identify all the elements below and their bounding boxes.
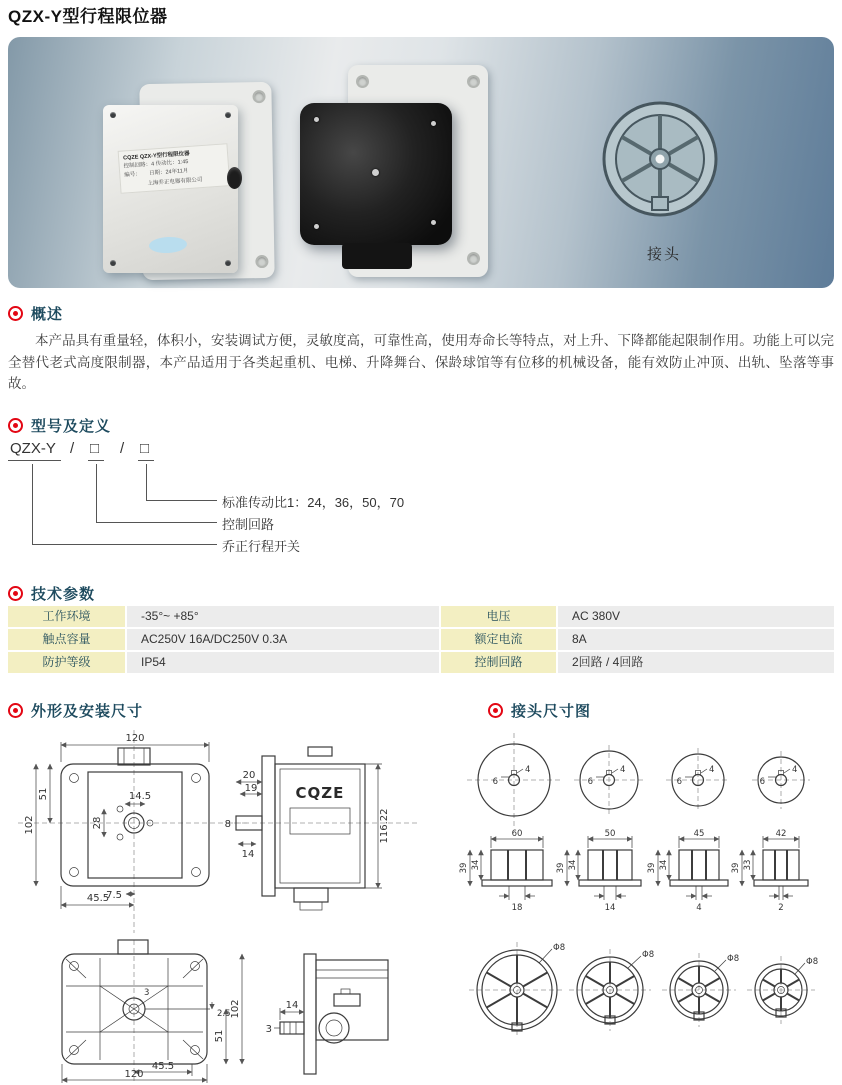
dim-label: 4 [696, 903, 702, 913]
dim-label: 14.5 [128, 791, 152, 802]
dim-label: 34 [568, 859, 578, 871]
cable-grommet [227, 167, 242, 189]
param-label: 触点容量 [8, 629, 125, 650]
dim-label: Φ8 [727, 954, 740, 964]
model-code-diagram [8, 440, 528, 570]
dim-label: 42 [775, 829, 787, 839]
dim-label: 14 [604, 903, 616, 913]
param-value: 8A [558, 629, 834, 650]
dim-label: 20 [242, 770, 256, 781]
param-value: IP54 [127, 652, 439, 673]
nameplate-specs: 控制回路：4 传动比：1:45 [123, 159, 189, 170]
dim-label: 45 [693, 829, 705, 839]
dim-label: 4 [792, 765, 798, 775]
back-view-drawing [62, 940, 242, 1083]
dim-label: 6 [587, 777, 593, 787]
product-photo-motor-unit [300, 65, 495, 285]
dim-label: 34 [471, 859, 481, 871]
dim-label: 14 [241, 849, 255, 860]
dim-label: Φ8 [553, 943, 566, 953]
front-view-drawing [18, 730, 250, 933]
nameplate-serial: 编号： 日期：24年11月 [124, 167, 189, 178]
dim-label: 116.22 [379, 808, 390, 844]
separator: / [70, 440, 75, 457]
dim-label: 3 [265, 1024, 272, 1035]
dim-label: 39 [731, 862, 741, 874]
param-label: 额定电流 [441, 629, 556, 650]
dim-label: 51 [214, 1029, 225, 1043]
section-heading-model [8, 415, 111, 436]
param-label: 电压 [441, 606, 556, 627]
dim-label: 7.5 [106, 890, 122, 901]
brand-logo-text: CQZE [295, 784, 345, 802]
section-title: 技术参数 [31, 586, 96, 603]
model-box-1: □ [88, 440, 104, 461]
dim-label: 102 [24, 815, 35, 835]
motor-cap [342, 243, 412, 269]
outline-dimension-drawings [4, 728, 460, 1085]
dim-label: 45.5 [86, 893, 110, 904]
dim-label: 2.5 [217, 1009, 231, 1019]
model-label-switch: 乔正行程开关 [222, 539, 301, 554]
param-value: -35°~ +85° [127, 606, 439, 627]
dim-label: 34 [659, 859, 669, 871]
dim-label: 6 [759, 777, 765, 787]
page-title: QZX-Y型行程限位器 [8, 7, 168, 26]
section-bullet-icon [8, 703, 23, 718]
dim-label: 14 [285, 1000, 299, 1011]
dim-label: 4 [525, 765, 531, 775]
motor-body [300, 103, 452, 245]
section-bullet-icon [8, 586, 23, 601]
section-bullet-icon [8, 418, 23, 433]
pulley-side-view-drawings [459, 829, 808, 913]
dim-label: 19 [244, 783, 258, 794]
separator: / [120, 440, 125, 457]
section-heading-overview [8, 303, 63, 324]
product-photo-limit-switch [103, 75, 288, 285]
dim-label: 45.5 [151, 1061, 175, 1072]
side-view2-drawing [266, 954, 388, 1074]
dim-label: 102 [230, 999, 241, 1019]
dim-label: 39 [459, 862, 469, 874]
model-box-2: □ [138, 440, 154, 461]
connector-dimension-drawings [459, 728, 842, 1085]
model-code: QZX-Y [8, 440, 61, 461]
section-heading-tech [8, 583, 95, 604]
dim-label: 120 [125, 733, 145, 744]
dim-label: 6 [492, 777, 498, 787]
dim-label: 39 [556, 862, 566, 874]
param-label: 防护等级 [8, 652, 125, 673]
connector-face-drawings [467, 733, 810, 827]
dim-label: 33 [743, 859, 753, 871]
section-title: 型号及定义 [31, 418, 112, 435]
callout-line [32, 464, 217, 545]
dim-label: 4 [709, 765, 715, 775]
dim-label: 60 [511, 829, 523, 839]
dim-label: 4 [620, 765, 626, 775]
dim-label: 18 [511, 903, 523, 913]
connector-caption: 接头 [646, 246, 681, 263]
side-view-drawing [225, 747, 419, 910]
dim-label: 120 [124, 1069, 144, 1080]
overview-paragraph: 本产品具有重量轻，体积小，安装调试方便，灵敏度高，可靠性高，使用寿命长等特点，对上升、下降都能起限制作用。功能上可以完全替代老式高度限制器，本产品适用于各类起重机、电梯、升降舞台、保龄球馆等有位移的机械设备，能有效防止冲顶、出轨、坠落等事故。 [8, 333, 834, 392]
section-heading-connector [488, 700, 591, 721]
param-value: AC 380V [558, 606, 834, 627]
dim-label: 8 [224, 819, 231, 830]
dim-label: Φ8 [642, 950, 655, 960]
switch-enclosure [103, 105, 238, 273]
param-label: 控制回路 [441, 652, 556, 673]
product-nameplate [118, 143, 231, 194]
spoked-wheel-drawings [469, 942, 818, 1038]
model-label-circuit: 控制回路 [222, 517, 275, 532]
dim-label: 51 [38, 787, 49, 801]
dim-label: 28 [92, 816, 103, 830]
dim-label: 3 [144, 988, 150, 998]
param-label: 工作环境 [8, 606, 125, 627]
nameplate-company: 上海乔正电器有限公司 [147, 176, 203, 187]
nameplate-title: CQZE QZX-Y型行程限位器 [122, 150, 190, 162]
section-title: 概述 [31, 306, 64, 323]
tech-params-table [8, 606, 834, 673]
connector-wheel-photo [598, 97, 722, 221]
section-bullet-icon [8, 306, 23, 321]
dim-label: Φ8 [806, 957, 819, 967]
param-value: AC250V 16A/DC250V 0.3A [127, 629, 439, 650]
section-title: 外形及安装尺寸 [31, 703, 144, 720]
section-title: 接头尺寸图 [511, 703, 592, 720]
param-value: 2回路 / 4回路 [558, 652, 834, 673]
blue-sticker [149, 236, 188, 254]
dim-label: 6 [676, 777, 682, 787]
section-heading-outline [8, 700, 143, 721]
dim-label: 2 [778, 903, 784, 913]
dim-label: 39 [647, 862, 657, 874]
dim-label: 50 [604, 829, 616, 839]
section-bullet-icon [488, 703, 503, 718]
product-photo-banner [8, 37, 834, 288]
model-label-ratio: 标准传动比1：24，36，50，70 [222, 495, 405, 510]
